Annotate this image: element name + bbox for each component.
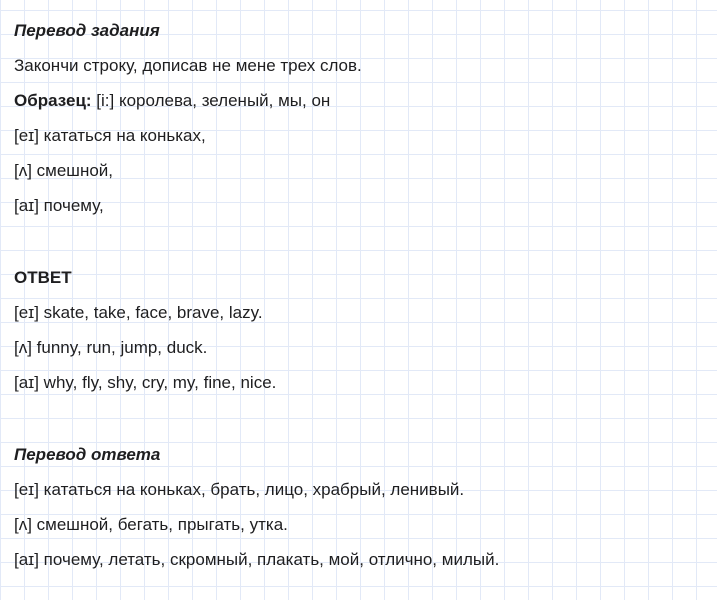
task-item-uh: [ʌ] смешной, — [14, 161, 114, 180]
task-instruction: Закончи строку, дописав не мене трех слов. — [14, 56, 362, 75]
task-sample-label: Образец: — [14, 91, 92, 110]
answer-item-ai: [aɪ] why, fly, shy, cry, my, fine, nice. — [14, 373, 277, 392]
answer-translation-item-uh: [ʌ] смешной, бегать, прыгать, утка. — [14, 515, 288, 534]
task-item-ei: [eɪ] кататься на коньках, — [14, 126, 206, 145]
spacer — [14, 223, 701, 260]
answer-translation-title: Перевод ответа — [14, 445, 161, 464]
task-item-ai: [aɪ] почему, — [14, 196, 104, 215]
answer-translation-item-ei: [eɪ] кататься на коньках, брать, лицо, храбрый, ленивый. — [14, 480, 465, 499]
answer-item-ei: [eɪ] skate, take, face, brave, lazy. — [14, 303, 263, 322]
answer-title: ОТВЕТ — [14, 268, 72, 287]
section-answer — [14, 260, 701, 400]
section-task-translation — [14, 13, 701, 223]
task-sample-line — [14, 83, 701, 118]
task-sample-text: [i:] королева, зеленый, мы, он — [91, 91, 331, 110]
answer-translation-item-ai: [aɪ] почему, летать, скромный, плакать, мой, отлично, милый. — [14, 550, 500, 569]
section-answer-translation — [14, 437, 701, 577]
spacer — [14, 400, 701, 437]
answer-item-uh: [ʌ] funny, run, jump, duck. — [14, 338, 208, 357]
task-translation-title: Перевод задания — [14, 21, 160, 40]
